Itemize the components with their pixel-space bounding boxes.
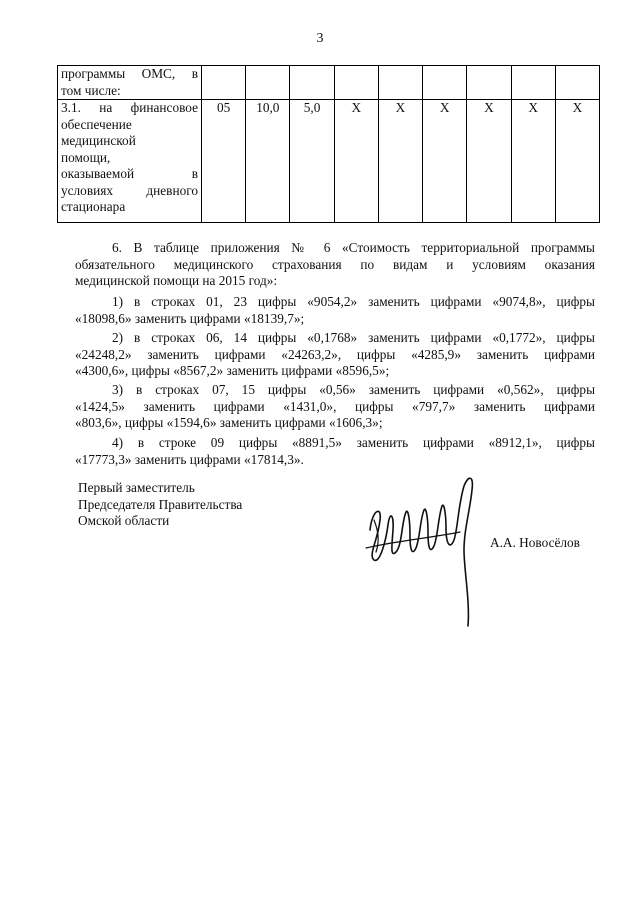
value-cell: 10,0 [246,100,290,223]
value-cell: X [423,100,467,223]
paragraph-line: «18098,6» заменить цифрами «18139,7»; [75,310,305,326]
cell-line: медицинской [61,133,136,148]
value-cell [290,66,334,100]
signatory-line: Первый заместитель [78,480,195,495]
paragraph-line: 6. В таблице приложения № 6 «Стоимость территориальной программы [112,240,595,255]
item-2 [75,330,595,380]
cell-line: оказываемой в [61,166,198,181]
value-cell [378,66,422,100]
row-label-cell [58,66,202,100]
data-table [57,65,600,223]
item-4 [75,435,595,468]
value-cell: X [467,100,511,223]
signatory-line: Председателя Правительства [78,496,243,512]
signatory-title [78,480,242,530]
cell-line: том числе: [61,82,121,98]
paragraph-line: «4300,6», цифры «8567,2» заменить цифрами «8596,5»; [75,363,390,379]
value-cell [555,66,599,100]
cell-line: обеспечение [61,116,132,132]
cell-line: программы ОМС, в [61,66,198,81]
paragraph-line: «24248,2» заменить цифрами «24263,2», цифры «4285,9» заменить цифрами [75,346,595,362]
paragraph-line: 2) в строках 06, 14 цифры «0,1768» заменить цифрами «0,1772», цифры [112,330,595,345]
value-cell [467,66,511,100]
paragraph-line: 3) в строках 07, 15 цифры «0,56» заменить цифрами «0,562», цифры [112,382,595,397]
table-row [58,66,600,100]
paragraph-line: «17773,3» заменить цифрами «17814,3». [75,451,304,467]
value-cell: 5,0 [290,100,334,223]
value-cell [246,66,290,100]
page-number: 3 [316,31,324,46]
cell-line: условиях дневного [61,182,198,198]
section-6-paragraph [75,240,595,290]
item-3 [75,382,595,432]
value-cell: 05 [202,100,246,223]
value-cell: X [555,100,599,223]
value-cell [423,66,467,100]
value-cell: X [378,100,422,223]
paragraph-line: «803,6», цифры «1594,6» заменить цифрами «1606,3»; [75,415,383,431]
row-label-cell [58,100,202,223]
value-cell [511,66,555,100]
table-row [58,100,600,223]
value-cell [202,66,246,100]
cell-line: стационара [61,199,126,214]
value-cell [334,66,378,100]
signatory-line: Омской области [78,513,170,529]
paragraph-line: медицинской помощи на 2015 год»: [75,273,278,289]
item-1 [75,294,595,327]
paragraph-line: обязательного медицинского страхования по видам и условиям оказания [75,256,595,272]
paragraph-line: 1) в строках 01, 23 цифры «9054,2» заменить цифрами «9074,8», цифры [112,294,595,309]
paragraph-line: 4) в строке 09 цифры «8891,5» заменить цифрами «8912,1», цифры [112,435,595,450]
handwritten-signature [360,460,490,630]
paragraph-line: «1424,5» заменить цифрами «1431,0», цифры «797,7» заменить цифрами [75,398,595,414]
value-cell: X [511,100,555,223]
signatory-name: А.А. Новосёлов [490,535,580,550]
cell-line: помощи, [61,149,111,165]
value-cell: X [334,100,378,223]
cell-line: 3.1. на финансовое [61,100,198,115]
